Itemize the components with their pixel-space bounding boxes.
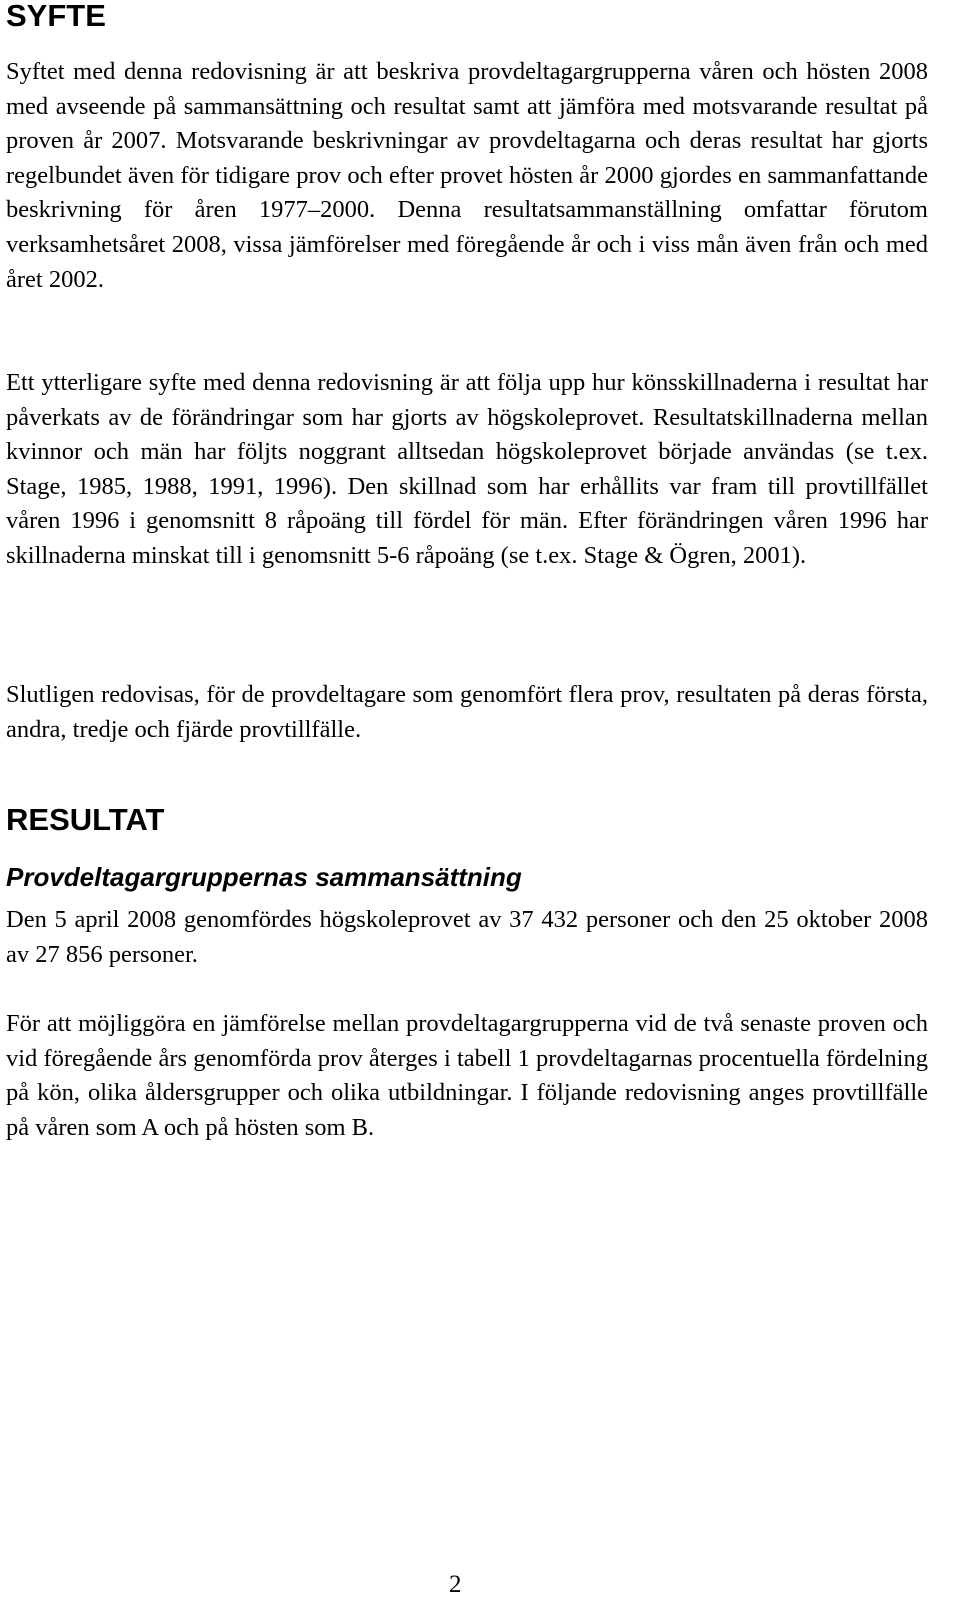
body-paragraph: Slutligen redovisas, för de provdeltagare som genomfört flera prov, resultaten på deras första, andra, tredje och fjärde provtillfälle. [6, 681, 928, 743]
section-heading-syfte: SYFTE [6, 0, 106, 33]
body-paragraph: Syftet med denna redovisning är att beskriva provdeltagargrupperna våren och hösten 2008 med avseende på sammansättning och resultat samt att jämföra med motsvarande resultat på proven år 2007. Motsvarande beskrivningar av provdeltagarna och deras resultat har gjorts regelbundet även för tidigare prov och efter provet hösten år 2000 gjordes en sammanfattande beskrivning för åren 1977–2000. Denna resultatsammanställning omfattar förutom verksamhetsåret 2008, vissa jämförelser med föregående år och i viss mån även från och med året 2002. [6, 58, 928, 293]
body-paragraph: Ett ytterligare syfte med denna redovisning är att följa upp hur könsskillnaderna i resultat har påverkats av de förändringar som har gjorts av högskoleprovet. Resultatskillnaderna mellan kvinnor och män har följts noggrant alltsedan högskoleprovet började användas (se t.ex. Stage, 1985, 1988, 1991, 1996). Den skillnad som har erhållits var fram till provtillfället våren 1996 i genomsnitt 8 råpoäng till fördel för män. Efter förändringen våren 1996 har skillnaderna minskat till i genomsnitt 5-6 råpoäng (se t.ex. Stage & Ögren, 2001). [6, 369, 928, 569]
section-heading-resultat: RESULTAT [6, 802, 165, 837]
body-paragraph: För att möjliggöra en jämförelse mellan provdeltagargrupperna vid de två senaste proven och vid föregående års genomförda prov återges i tabell 1 provdeltagarnas procentuella fördelning på kön, olika åldersgrupper och olika utbildningar. I följande redovisning anges provtillfälle på våren som A och på hösten som B. [6, 1010, 928, 1141]
page-number: 2 [449, 1571, 462, 1598]
body-paragraph: Den 5 april 2008 genomfördes högskoleprovet av 37 432 personer och den 25 oktober 2008 av 27 856 personer. [6, 906, 928, 968]
subsection-heading: Provdeltagargruppernas sammansättning [6, 862, 522, 892]
